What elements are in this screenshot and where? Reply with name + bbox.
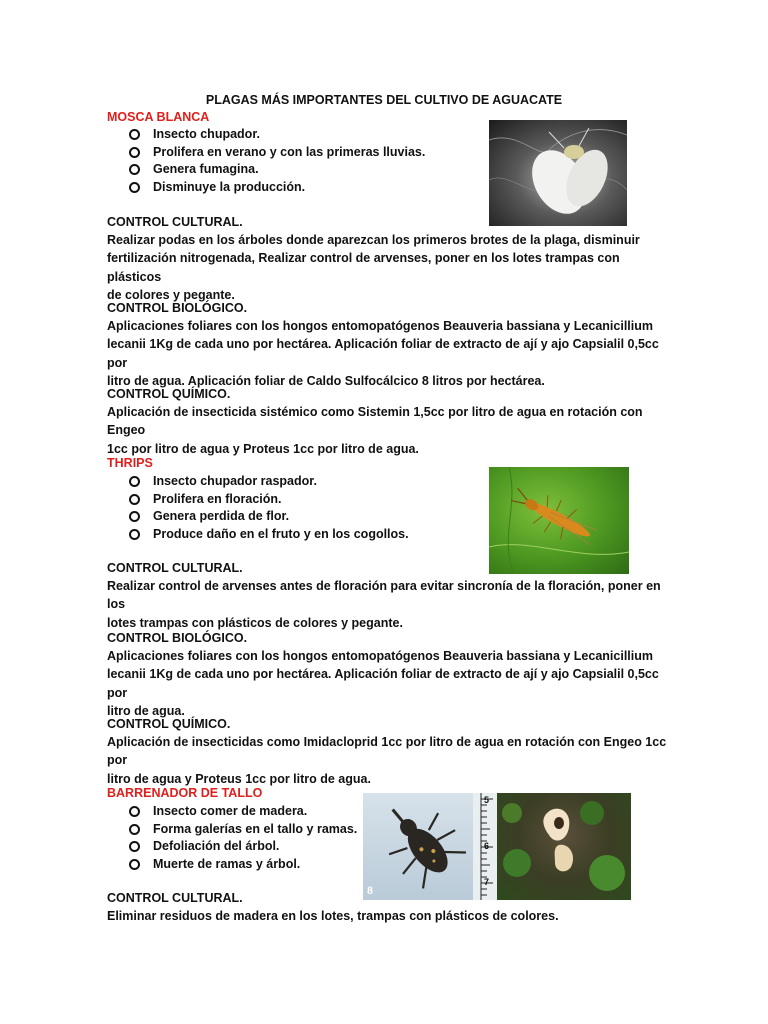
control-heading: CONTROL BIOLÓGICO. — [107, 301, 248, 315]
section-heading-mosca-blanca: MOSCA BLANCA — [107, 110, 210, 124]
text-line: fertilización nitrogenada, Realizar control de arvenses, poner en los lotes trampas con plásticos — [107, 251, 620, 284]
bullet-icon — [129, 511, 140, 522]
list-item: Disminuye la producción. — [129, 179, 425, 197]
bullet-icon — [129, 841, 140, 852]
list-item: Muerte de ramas y árbol. — [129, 856, 357, 874]
ruler-number-5: 5 — [484, 795, 490, 805]
bullet-icon — [129, 859, 140, 870]
whitefly-photo — [489, 120, 627, 226]
list-item: Prolifera en verano y con las primeras lluvias. — [129, 144, 425, 162]
bullet-icon — [129, 147, 140, 158]
text-line: lecanii 1Kg de cada uno por hectárea. Aplicación foliar de extracto de ají y ajo Capsialil 0,5cc por — [107, 667, 659, 700]
control-block — [107, 629, 667, 720]
ruler-number-6: 6 — [484, 841, 490, 851]
list-item: Defoliación del árbol. — [129, 838, 357, 856]
bullet-list-barrenador — [129, 803, 357, 873]
list-item: Insecto chupador raspador. — [129, 473, 409, 491]
bullet-icon — [129, 824, 140, 835]
text-line: Realizar podas en los árboles donde aparezcan los primeros brotes de la plaga, disminuir — [107, 233, 640, 248]
control-block — [107, 385, 667, 458]
section-heading-barrenador: BARRENADOR DE TALLO — [107, 786, 263, 800]
control-block — [107, 213, 667, 304]
text-line: Eliminar residuos de madera en los lotes, trampas con plásticos de colores. — [107, 909, 559, 924]
text-line: lotes trampas con plásticos de colores y pegante. — [107, 615, 403, 630]
control-heading: CONTROL CULTURAL. — [107, 561, 243, 575]
text-line: Realizar control de arvenses antes de floración para evitar sincronía de la floración, poner en los — [107, 579, 661, 612]
control-heading: CONTROL QUÍMICO. — [107, 717, 231, 731]
text-line: litro de agua. Aplicación foliar de Caldo Sulfocálcico 8 litros por hectárea. — [107, 373, 545, 388]
text-line: Aplicaciones foliares con los hongos entomopatógenos Beauveria bassiana y Lecanicillium — [107, 649, 653, 664]
control-block — [107, 889, 667, 925]
control-block — [107, 299, 667, 390]
text-line: litro de agua. — [107, 703, 185, 718]
list-item: Genera perdida de flor. — [129, 508, 409, 526]
thrips-photo — [489, 467, 629, 574]
weevil-photo — [363, 793, 497, 900]
bullet-icon — [129, 164, 140, 175]
bullet-list-mosca-blanca — [129, 126, 425, 196]
text-line: Aplicación de insecticida sistémico como Sistemin 1,5cc por litro de agua en rotación con Engeo — [107, 405, 643, 438]
control-heading: CONTROL CULTURAL. — [107, 891, 243, 905]
text-line: litro de agua y Proteus 1cc por litro de agua. — [107, 771, 371, 786]
list-item: Insecto chupador. — [129, 126, 425, 144]
text-line: 1cc por litro de agua y Proteus 1cc por litro de agua. — [107, 441, 419, 456]
list-item: Produce daño en el fruto y en los cogollos. — [129, 526, 409, 544]
text-line: de colores y pegante. — [107, 287, 235, 302]
list-item: Insecto comer de madera. — [129, 803, 357, 821]
bullet-icon — [129, 476, 140, 487]
list-item: Forma galerías en el tallo y ramas. — [129, 821, 357, 839]
bullet-icon — [129, 529, 140, 540]
ruler-number-7: 7 — [484, 877, 490, 887]
bullet-icon — [129, 129, 140, 140]
control-block — [107, 559, 667, 632]
control-block — [107, 715, 667, 788]
list-item: Prolifera en floración. — [129, 491, 409, 509]
bullet-icon — [129, 806, 140, 817]
photo-corner-mark: 8 — [367, 883, 373, 897]
bullet-icon — [129, 494, 140, 505]
text-line: lecanii 1Kg de cada uno por hectárea. Aplicación foliar de extracto de ají y ajo Capsialil 0,5cc por — [107, 337, 659, 370]
bullet-list-thrips — [129, 473, 409, 543]
page-title: PLAGAS MÁS IMPORTANTES DEL CULTIVO DE AGUACATE — [205, 93, 563, 107]
control-heading: CONTROL QUÍMICO. — [107, 387, 231, 401]
text-line: Aplicaciones foliares con los hongos entomopatógenos Beauveria bassiana y Lecanicillium — [107, 319, 653, 334]
control-heading: CONTROL BIOLÓGICO. — [107, 631, 248, 645]
text-line: Aplicación de insecticidas como Imidacloprid 1cc por litro de agua en rotación con Engeo 1cc por — [107, 735, 667, 768]
control-heading: CONTROL CULTURAL. — [107, 215, 243, 229]
bullet-icon — [129, 182, 140, 193]
list-item: Genera fumagina. — [129, 161, 425, 179]
section-heading-thrips: THRIPS — [107, 456, 153, 470]
stem-damage-photo — [497, 793, 631, 900]
